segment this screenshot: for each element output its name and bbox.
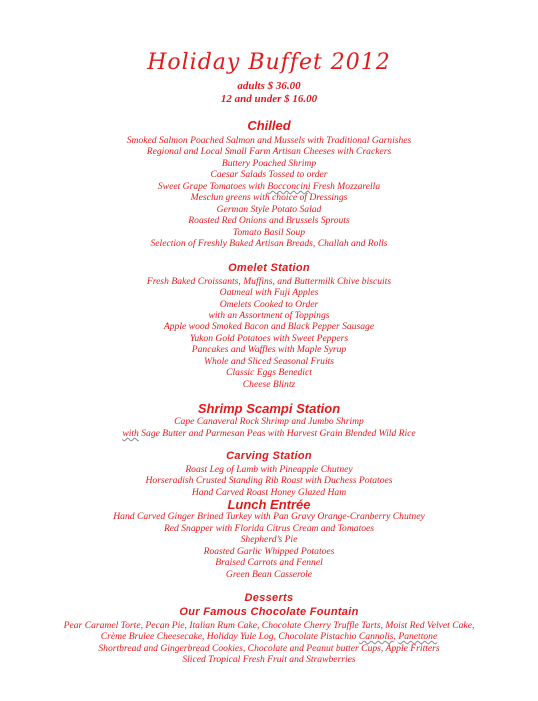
menu-item: Tomato Basil Soup — [232, 227, 306, 238]
menu-item-text: , — [393, 631, 399, 642]
menu-item-text: Sweet Grape Tomatoes with — [157, 181, 268, 192]
menu-item: Braised Carrots and Fennel — [215, 557, 323, 568]
menu-item — [0, 631, 538, 642]
section-heading-desserts: Desserts — [244, 592, 294, 604]
menu-item: Regional and Local Small Farm Artisan Cheeses with Crackers — [146, 146, 392, 157]
menu-item: Omelets Cooked to Order — [219, 299, 319, 310]
menu-item: Whole and Sliced Seasonal Fruits — [203, 356, 335, 367]
menu-item: Caesar Salads Tossed to order — [210, 169, 328, 180]
spellcheck-word: Cannolis — [358, 631, 394, 642]
menu-item: Hand Carved Roast Honey Glazed Ham — [191, 487, 347, 498]
section-heading-carving: Carving Station — [226, 450, 312, 462]
menu-item: Oatmeal with Fuji Apples — [219, 287, 319, 298]
menu-item: Cape Canaveral Rock Shrimp and Jumbo Shrimp — [174, 416, 364, 427]
menu-item: Roasted Red Onions and Brussels Sprouts — [188, 215, 350, 226]
menu-item: Fresh Baked Croissants, Muffins, and Buttermilk Chive biscuits — [146, 276, 392, 287]
menu-item: Green Bean Casserole — [225, 569, 313, 580]
menu-item: Apple wood Smoked Bacon and Black Pepper Sausage — [163, 321, 375, 332]
menu-item: Roasted Garlic Whipped Potatoes — [203, 546, 335, 557]
menu-item: Roast Leg of Lamb with Pineapple Chutney — [185, 464, 353, 475]
spellcheck-word: Panettone — [398, 631, 438, 642]
section-heading-chilled: Chilled — [247, 118, 291, 133]
spellcheck-word: with — [122, 428, 139, 439]
menu-item: Pear Caramel Torte, Pecan Pie, Italian Rum Cake, Chocolate Cherry Truffle Tarts, Moist Red Velvet Cake, — [63, 620, 475, 631]
menu-item-text: Sage Butter and Parmesan Peas with Harvest Grain Blended Wild Rice — [138, 428, 416, 439]
menu-item: Pancakes and Waffles with Maple Syrup — [191, 344, 347, 355]
menu-item: Smoked Salmon Poached Salmon and Mussels with Traditional Garnishes — [126, 135, 412, 146]
spellcheck-word: Bocconcini — [267, 181, 311, 192]
section-heading-shrimp: Shrimp Scampi Station — [197, 401, 341, 416]
menu-item-text: Fresh Mozzarella — [310, 181, 381, 192]
menu-item — [0, 428, 538, 439]
menu-item: with an Assortment of Toppings — [208, 310, 330, 321]
menu-item: German Style Potato Salad — [216, 204, 322, 215]
price-kids: 12 and under $ 16.00 — [220, 93, 318, 105]
menu-item-text: Crème Brulee Cheesecake, Holiday Yule Log, Chocolate Pistachio — [100, 631, 359, 642]
menu-item: Buttery Poached Shrimp — [221, 158, 317, 169]
section-heading-omelet: Omelet Station — [228, 262, 310, 274]
menu-title: Holiday Buffet 2012 — [147, 50, 391, 75]
menu-item: Classic Eggs Benedict — [226, 367, 312, 378]
menu-item: Mesclun greens with choice of Dressings — [190, 192, 348, 203]
price-adults: adults $ 36.00 — [237, 80, 301, 92]
menu-item: Yukon Gold Potatoes with Sweet Peppers — [189, 333, 349, 344]
section-heading-lunch: Lunch Entrée — [227, 497, 311, 512]
menu-item: Selection of Freshly Baked Artisan Breads, Challah and Rolls — [150, 238, 388, 249]
menu-item: Sliced Tropical Fresh Fruit and Strawberries — [182, 654, 356, 665]
menu-item — [0, 181, 538, 192]
menu-item: Cheese Blintz — [242, 379, 296, 390]
menu-item: Shepherd’s Pie — [240, 534, 298, 545]
menu-item: Hand Carved Ginger Brined Turkey with Pan Gravy Orange-Cranberry Chutney — [113, 511, 425, 522]
menu-item: Shortbread and Gingerbread Cookies, Chocolate and Peanut butter Cups, Apple Fritters — [98, 643, 440, 654]
menu-item: Horseradish Crusted Standing Rib Roast with Duchess Potatoes — [145, 475, 393, 486]
section-subheading-fountain: Our Famous Chocolate Fountain — [179, 606, 359, 618]
menu-item: Red Snapper with Florida Citrus Cream and Tomatoes — [163, 523, 375, 534]
